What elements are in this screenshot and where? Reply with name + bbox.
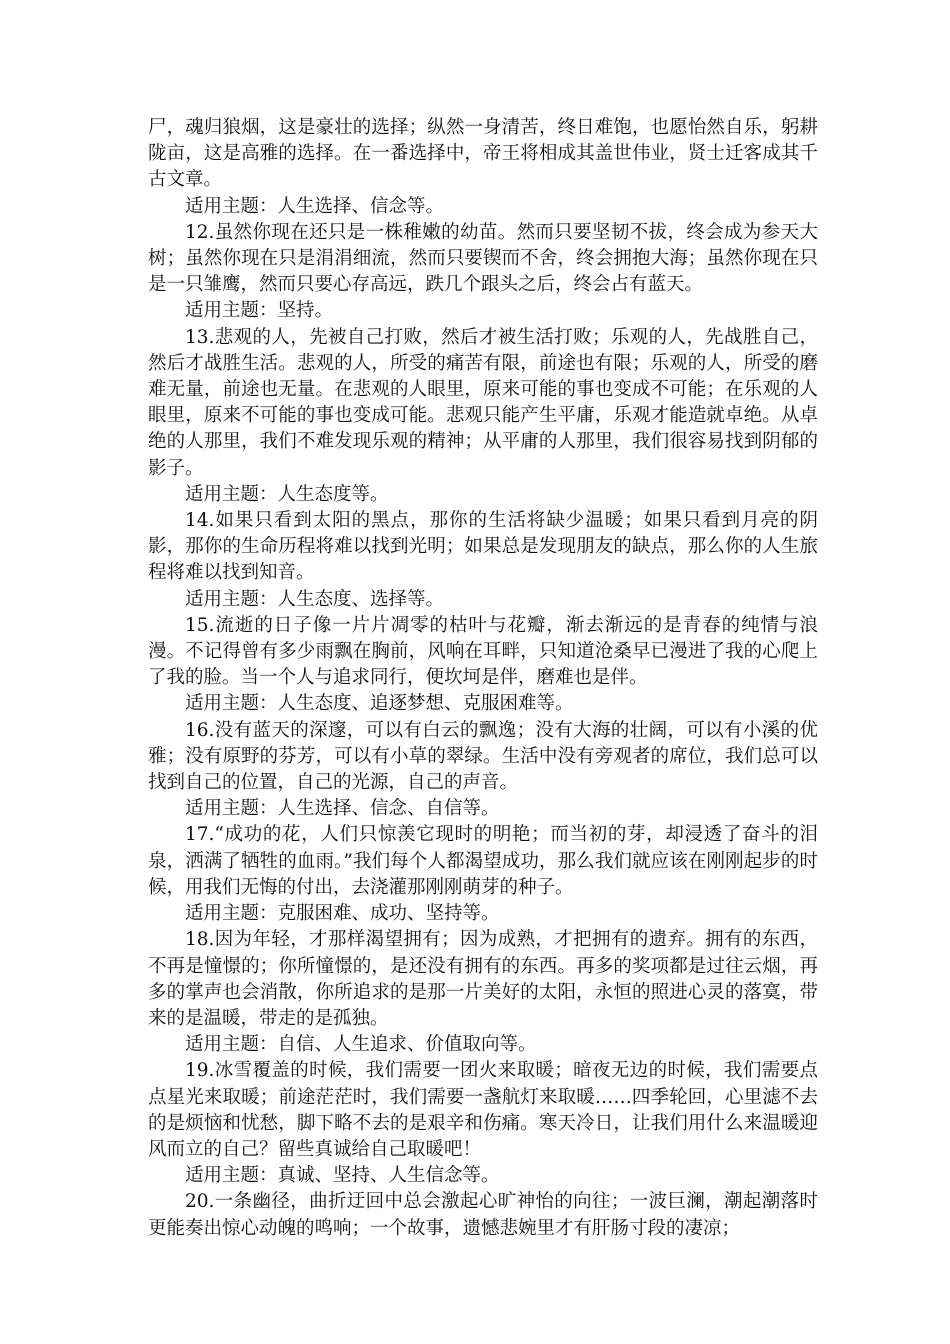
body-paragraph: 13.悲观的人，先被自己打败，然后才被生活打败；乐观的人，先战胜自己，然后才战胜生活。悲观的人，所受的痛苦有限，前途也有限；乐观的人，所受的磨难无量，前途也无量。在悲观的人眼里，原来可能的事也变成不可能；在乐观的人眼里，原来不可能的事也变成可能。悲观只能产生平庸，乐观才能造就卓绝。从卓绝的人那里，我们不难发现乐观的精神；从平庸的人那里，我们很容易找到阴郁的影子。 [148,326,818,479]
theme-line: 适用主题：坚持。 [185,300,334,322]
body-paragraph: 16.没有蓝天的深邃，可以有白云的飘逸；没有大海的壮阔，可以有小溪的优雅；没有原野的芬芳，可以有小草的翠绿。生活中没有旁观者的席位，我们总可以找到自己的位置，自己的光源，自己的声音。 [148,719,818,794]
theme-line: 适用主题：人生态度等。 [185,483,389,505]
document-body [148,115,818,1242]
theme-line: 适用主题：真诚、坚持、人生信念等。 [185,1165,500,1187]
body-paragraph: 14.如果只看到太阳的黑点，那你的生活将缺少温暖；如果只看到月亮的阴影，那你的生命历程将难以找到光明；如果总是发现朋友的缺点，那么你的人生旅程将难以找到知音。 [148,510,818,584]
theme-line: 适用主题：克服困难、成功、坚持等。 [185,903,500,925]
body-paragraph: 12.虽然你现在还只是一株稚嫩的幼苗。然而只要坚韧不拔，终会成为参天大树；虽然你现在只是涓涓细流，然而只要锲而不舍，终会拥抱大海；虽然你现在只是一只雏鹰，然而只要心存高远，跌几个跟头之后，终会占有蓝天。 [148,221,818,296]
theme-line: 适用主题：人生选择、信念、自信等。 [185,798,500,820]
theme-line: 适用主题：人生态度、选择等。 [185,588,445,610]
body-paragraph: 20.一条幽径，曲折迂回中总会激起心旷神怡的向往；一波巨澜，潮起潮落时更能奏出惊心动魄的鸣响；一个故事，遗憾悲婉里才有肝肠寸段的凄凉； [148,1191,818,1239]
theme-line: 适用主题：人生态度、追逐梦想、克服困难等。 [185,693,574,715]
theme-line: 适用主题：自信、人生追求、价值取向等。 [185,1034,537,1056]
body-paragraph: 17.“成功的花，人们只惊羡它现时的明艳；而当初的芽，却浸透了奋斗的泪泉，洒满了牺牲的血雨。”我们每个人都渴望成功，那么我们就应该在刚刚起步的时候，用我们无悔的付出，去浇灌那刚刚萌芽的种子。 [148,824,818,898]
theme-line: 适用主题：人生选择、信念等。 [185,195,445,217]
body-paragraph: 19.冰雪覆盖的时候，我们需要一团火来取暖；暗夜无边的时候，我们需要点点星光来取暖；前途茫茫时，我们需要一盏航灯来取暖……四季轮回，心里滤不去的是烦恼和忧愁，脚下略不去的是艰辛和伤痛。寒天冷日，让我们用什么来温暖迎风而立的自己？留些真诚给自己取暖吧！ [148,1060,818,1160]
body-paragraph: 18.因为年轻，才那样渴望拥有；因为成熟，才把拥有的遗弃。拥有的东西，不再是憧憬的；你所憧憬的，是还没有拥有的东西。再多的奖项都是过往云烟，再多的掌声也会消散，你所追求的是那一片美好的太阳，永恒的照进心灵的落寞，带来的是温暖，带走的是孤独。 [148,929,818,1029]
body-paragraph: 尸，魂归狼烟，这是豪壮的选择；纵然一身清苦，终日难饱，也愿怡然自乐，躬耕陇亩，这是高雅的选择。在一番选择中，帝王将相成其盖世伟业，贤士迁客成其千古文章。 [148,117,818,191]
body-paragraph: 15.流逝的日子像一片片凋零的枯叶与花瓣，渐去渐远的是青春的纯情与浪漫。不记得曾有多少雨飘在胸前，风响在耳畔，只知道沧桑早已漫进了我的心爬上了我的脸。当一个人与追求同行，便坎坷是伴，磨难也是伴。 [148,614,818,689]
